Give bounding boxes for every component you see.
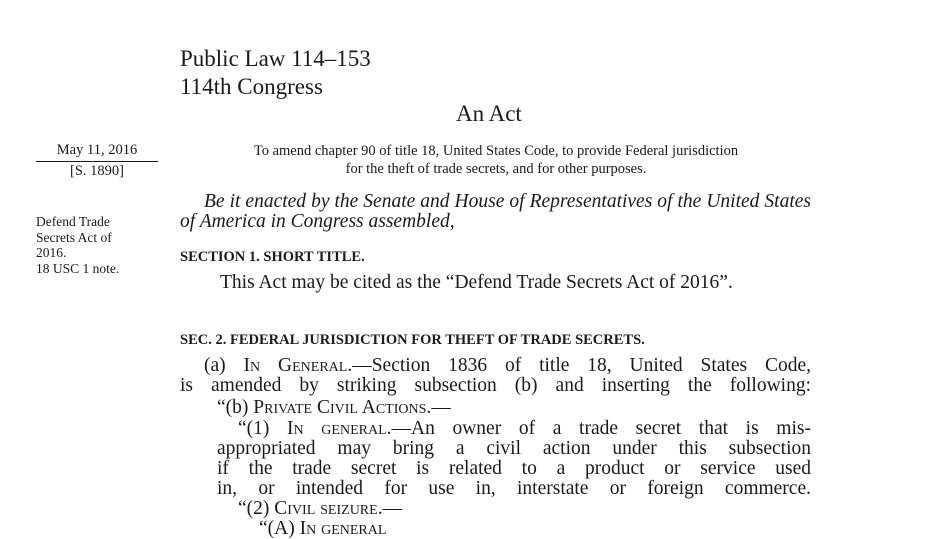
purpose-line: To amend chapter 90 of title 18, United States Code, to provide Federal jurisdiction xyxy=(253,143,739,159)
paragraph-2-heading: “(2) Civil seizure.— xyxy=(238,498,403,519)
subsection-a-line: is amended by striking subsection (b) and inserting the following: xyxy=(180,375,811,396)
margin-note-line: 18 USC 1 note. xyxy=(36,260,120,276)
paragraph-1-caption: In general xyxy=(287,418,387,439)
margin-date: May 11, 2016 xyxy=(36,142,158,162)
enacting-line: Be it enacted by the Senate and House of Representatives of xyxy=(204,191,673,212)
enacting-clause xyxy=(180,192,811,232)
margin-bill-number: [S. 1890] xyxy=(70,163,124,179)
subparagraph-a-caption: In general xyxy=(299,518,387,539)
margin-note-line: Defend Trade xyxy=(36,214,110,229)
paragraph-1-line: in, or intended for use in, interstate or foreign commerce. xyxy=(217,478,811,499)
subsection-b-heading: “(b) Private Civil Actions.— xyxy=(217,397,451,418)
purpose-statement xyxy=(186,142,806,178)
margin-note-line: Secrets Act of xyxy=(36,229,112,245)
purpose-line: for the theft of trade secrets, and for other purposes. xyxy=(345,161,647,177)
act-title: An Act xyxy=(456,101,522,126)
subsection-b-caption: Private Civil Actions xyxy=(253,397,427,418)
paragraph-1-line: if the trade secret is related to a product or service used xyxy=(217,458,811,479)
paragraph-1-line: “(1) In general.—An owner of a trade secret that is mis- xyxy=(238,418,811,439)
subsection-a-line: (a) In General.—Section 1836 of title 18, United States Code, xyxy=(204,355,812,376)
margin-note-line: 2016. xyxy=(36,245,67,260)
section-1-text: This Act may be cited as the “Defend Trade Secrets Act of 2016”. xyxy=(220,272,733,293)
enacting-line: the United States of America in Congress assembled, xyxy=(180,191,811,232)
section-2-heading: SEC. 2. FEDERAL JURISDICTION FOR THEFT OF TRADE SECRETS. xyxy=(180,332,645,348)
congress-number: 114th Congress xyxy=(180,74,323,99)
public-law-number: Public Law 114–153 xyxy=(180,46,371,71)
subparagraph-a-heading: “(A) In general xyxy=(259,518,387,539)
section-1-heading: SECTION 1. SHORT TITLE. xyxy=(180,249,365,265)
paragraph-2-caption: Civil seizure xyxy=(274,498,378,519)
subsection-a-caption: In General xyxy=(243,355,348,376)
paragraph-1-line: appropriated may bring a civil action under this subsection xyxy=(217,438,811,459)
margin-note xyxy=(36,214,166,276)
